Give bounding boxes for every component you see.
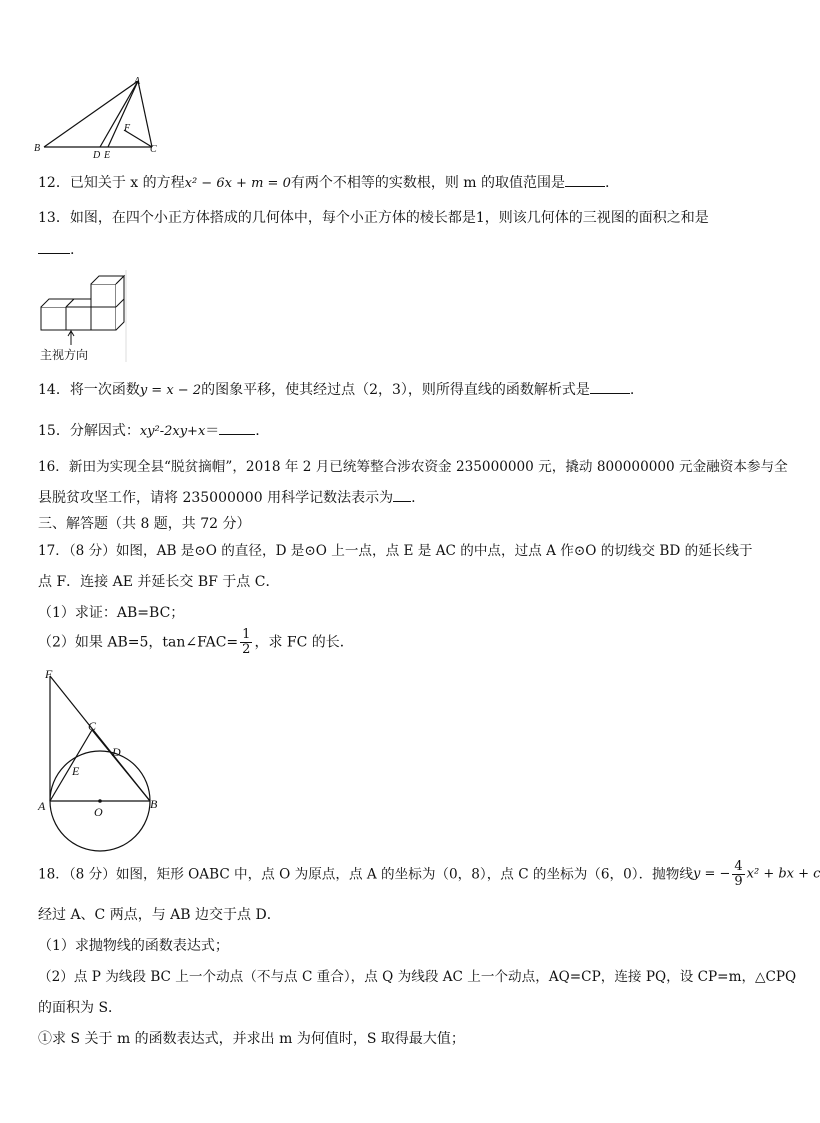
q14-end: . [629, 382, 635, 398]
q18-eq-lead: y = − [692, 866, 731, 882]
label-c: C [150, 144, 157, 155]
label-b: B [34, 143, 41, 154]
q17-part2-suffix: ，求 FC 的长． [254, 634, 354, 651]
question-13-blank-line [38, 241, 74, 259]
q15-equals: ＝ [205, 423, 220, 439]
question-16-line1: 16．新田为实现全县“脱贫摘帽”，2018 年 2 月已统筹整合涉农资金 235000000 元，撬动 800000000 元金融资本参与全 [38, 459, 788, 475]
label-e: E [72, 764, 80, 778]
question-18-sub1: ①求 S 关于 m 的函数表达式，并求出 m 为何值时，S 取得最大值； [38, 1031, 465, 1047]
q14-equation: y = x − 2 [139, 383, 202, 398]
q17-fraction [240, 628, 252, 657]
question-16-line2 [38, 489, 416, 507]
q12-end: . [605, 175, 610, 191]
q17-fraction-num: 1 [242, 627, 251, 642]
q18-fraction-num: 4 [734, 859, 743, 874]
q12-equation: x² − 6x + m = 0 [184, 176, 291, 191]
question-17-part2 [38, 628, 354, 657]
label-c: C [88, 719, 97, 733]
q16-text: 县脱贫攻坚工作，请将 235000000 用科学记数法表示为 [38, 490, 394, 506]
question-18-part2-line1: （2）点 P 为线段 BC 上一个动点（不与点 C 重合），点 Q 为线段 AC 上一个动点，AQ=CP，连接 PQ，设 CP=m，△CPQ [38, 969, 797, 985]
q18-prefix: 18．（8 分）如图，矩形 OABC 中，点 O 为原点，点 A 的坐标为（0，8），点 C 的坐标为（6，0）．抛物线 [38, 866, 693, 883]
q13-end: . [70, 242, 75, 258]
q15-expression: xy²-2xy+x [139, 424, 206, 439]
label-b: B [150, 797, 158, 811]
q15-prefix: 15．分解因式： [38, 423, 140, 439]
q12-answer-blank [565, 174, 605, 187]
q18-fraction-den: 9 [734, 874, 743, 889]
q16-end: . [411, 490, 416, 506]
question-18-part1: （1）求抛物线的函数表达式； [38, 938, 229, 954]
question-18-line2: 经过 A、C 两点，与 AB 边交于点 D． [38, 907, 281, 923]
circle-figure [30, 664, 170, 864]
label-o: O [94, 805, 103, 819]
q12-suffix: 有两个不相等的实数根，则 m 的取值范围是 [290, 175, 566, 191]
label-a: A [38, 799, 46, 813]
label-d: D [93, 150, 101, 161]
triangle-figure [30, 76, 170, 166]
q12-prefix: 12．已知关于 x 的方程 [38, 175, 185, 191]
label-d: D [112, 745, 121, 759]
question-17-part1: （1）求证：AB=BC； [38, 605, 185, 621]
q15-answer-blank [219, 422, 255, 435]
question-13: 13．如图，在四个小正方体搭成的几何体中，每个小正方体的棱长都是1，则该几何体的三视图的面积之和是 [38, 210, 709, 226]
label-f: F [124, 123, 131, 134]
q14-answer-blank [590, 381, 630, 394]
label-f: F [45, 667, 53, 681]
q17-part2-prefix: （2）如果 AB=5，tan∠FAC= [38, 634, 239, 651]
q17-fraction-den: 2 [242, 642, 251, 657]
question-18-part2-line2: 的面积为 S． [38, 1000, 123, 1016]
question-15 [38, 422, 260, 441]
label-a: A [134, 76, 141, 87]
q14-prefix: 14．将一次函数 [38, 382, 140, 398]
question-14 [38, 381, 634, 400]
question-17-line2: 点 F．连接 AE 并延长交 BF 于点 C． [38, 574, 280, 590]
label-e: E [104, 150, 111, 161]
question-12 [38, 174, 609, 193]
section-heading: 三、解答题（共 8 题，共 72 分） [38, 516, 251, 532]
q15-end: . [255, 423, 260, 439]
question-18-line1 [38, 860, 820, 889]
q16-answer-blank [393, 489, 411, 502]
q18-fraction [732, 860, 744, 889]
question-17-line1: 17．（8 分）如图，AB 是⊙O 的直径，D 是⊙O 上一点，点 E 是 AC 的中点，过点 A 作⊙O 的切线交 BD 的延长线于 [38, 543, 753, 559]
q14-suffix: 的图象平移，使其经过点（2，3），则所得直线的函数解析式是 [201, 382, 590, 398]
q13-answer-blank [38, 241, 70, 254]
q13-figure-caption: 主视方向 [40, 348, 89, 362]
q18-eq-tail: x² + bx + c [746, 866, 820, 882]
